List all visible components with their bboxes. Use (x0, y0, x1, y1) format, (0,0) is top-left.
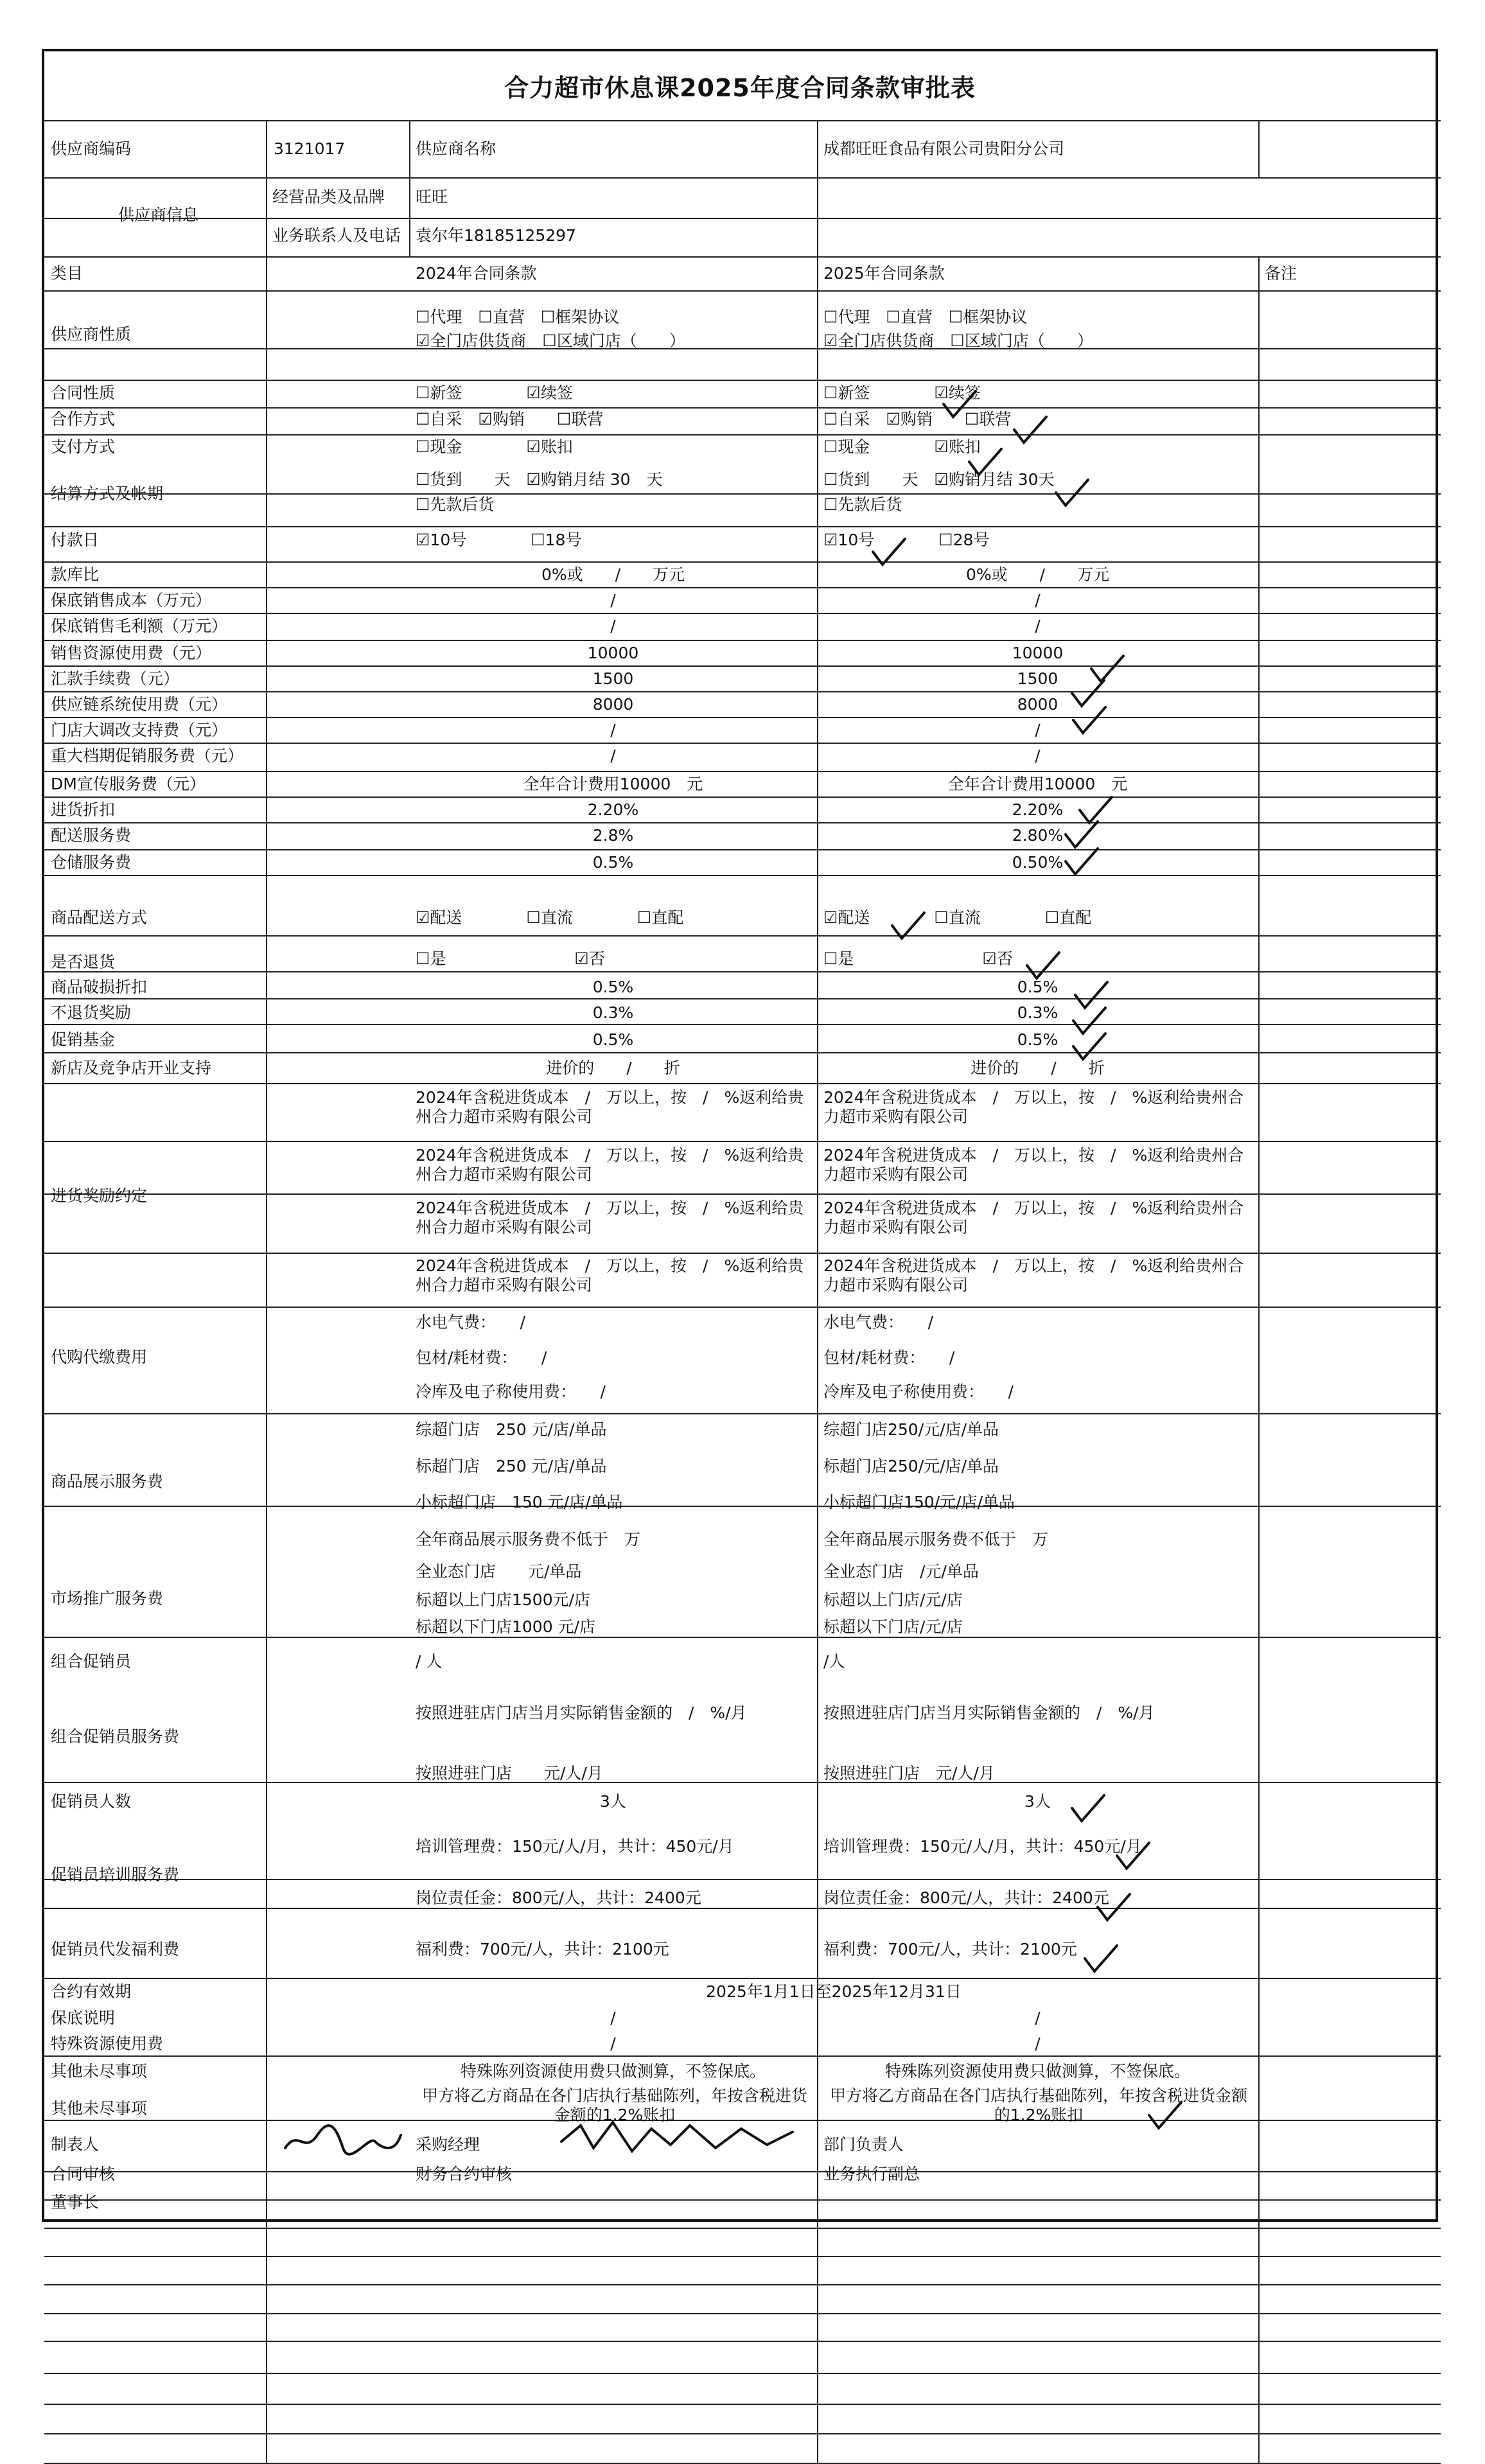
preparer-label: 制表人 (51, 2135, 100, 2154)
fee-row-label: 进货折扣 (51, 800, 116, 819)
supplier-nature-2025: ☐代理 ☐直营 ☐框架协议 (823, 308, 1028, 326)
check-mark (889, 910, 927, 942)
fee-row-2024: 1500 (592, 669, 634, 688)
fee-row-2025: / (1035, 746, 1041, 765)
rebate-2025: 2024年含税进货成本 / 万以上，按 / %返利给贵州合力超市采购有限公司 (823, 1088, 1244, 1126)
check-mark (1146, 2099, 1184, 2131)
rebate-2024: 2024年含税进货成本 / 万以上，按 / %返利给贵州合力超市采购有限公司 (416, 1199, 804, 1236)
vendor-code: 3121017 (274, 139, 346, 158)
vendor-code-label: 供应商编码 (51, 139, 132, 158)
cooperation-2024: ☐自采 ☑购销 ☐联营 (416, 410, 604, 428)
returns-2024: ☐是 ☑否 (416, 949, 605, 968)
marketing-fee-2025: 标超以下门店/元/店 (823, 1617, 963, 1636)
agency-fee-2025: 冷库及电子称使用费： / (823, 1382, 1014, 1401)
payment-method-2025: ☐现金 ☑账扣 (823, 437, 981, 456)
display-fee-2024: 小标超门店 150 元/店/单品 (416, 1493, 623, 1511)
marketing-fee-2024: 标超以下门店1000 元/店 (416, 1617, 595, 1636)
other-matters-label: 其他未尽事项 (51, 2099, 148, 2118)
row-rule (44, 2256, 1441, 2257)
row-rule (44, 526, 1441, 527)
fee-row-2025: / (1035, 591, 1041, 610)
row-rule (44, 1413, 1441, 1414)
row-rule (44, 2313, 1441, 2314)
marketing-fee-2024: 全业态门店 元/单品 (416, 1562, 582, 1581)
cooperation-label: 合作方式 (51, 410, 116, 428)
row-rule (44, 2171, 1441, 2172)
agency-fee-2025: 水电气费： / (823, 1313, 933, 1332)
pay-day-label: 付款日 (51, 531, 100, 549)
row-rule (44, 1637, 1441, 1638)
row-rule (44, 177, 1441, 179)
special-fee-label: 特殊资源使用费 (51, 2034, 164, 2053)
fee-row-label: 保底销售毛利额（万元） (51, 617, 228, 635)
fee-row-2024: 8000 (592, 695, 634, 714)
row-rule (44, 771, 1441, 772)
check-mark (1069, 1792, 1107, 1824)
vp-label: 业务执行副总 (823, 2165, 920, 2183)
col-note: 备注 (1265, 264, 1297, 283)
supplier-nature-2024: ☐代理 ☐直营 ☐框架协议 (416, 308, 620, 326)
fee-row-label: 配送服务费 (51, 826, 132, 845)
promoter-training-2024: 岗位责任金：800元/人，共计：2400元 (416, 1888, 701, 1907)
purchasing-signature (555, 2116, 799, 2161)
fee-row-2024: / (610, 617, 616, 635)
row-rule (44, 849, 1441, 850)
row-rule (44, 434, 1441, 436)
settlement-2024: ☐先款后货 (416, 495, 495, 514)
fee-row-2025: / (1035, 721, 1041, 739)
row-rule (44, 1307, 1441, 1308)
combo-promoter-fee-label: 组合促销员服务费 (51, 1727, 180, 1746)
check-mark (1114, 1840, 1152, 1872)
row-rule (44, 1141, 1441, 1142)
fee-row-2024: 10000 (587, 644, 639, 662)
marketing-fee-2025: 标超以上门店/元/店 (823, 1590, 963, 1609)
row-rule (44, 407, 1441, 409)
guarantee-note-2024: / (610, 2009, 616, 2027)
other-matters-2024: 特殊陈列资源使用费只做测算，不签保底。 (460, 2062, 766, 2081)
fee-row-2025: 进价的 / 折 (971, 1059, 1105, 1077)
row-rule (44, 1024, 1441, 1025)
fee-row-2025: 2.20% (1012, 800, 1064, 819)
promoter-training-2025: 培训管理费：150元/人/月，共计：450元/月 (823, 1837, 1142, 1856)
fee-row-2024: / (610, 746, 616, 765)
promoter-welfare-2024: 福利费：700元/人，共计：2100元 (416, 1940, 669, 1958)
row-rule (44, 1506, 1441, 1507)
other-matters-2025: 特殊陈列资源使用费只做测算，不签保底。 (884, 2062, 1190, 2081)
row-rule (44, 875, 1441, 876)
fee-row-2025: 1500 (1017, 669, 1059, 688)
row-rule (44, 2055, 1441, 2057)
promoter-training-2025: 岗位责任金：800元/人，共计：2400元 (823, 1888, 1109, 1907)
fee-row-2024: 0.5% (592, 853, 634, 872)
delivery-label: 商品配送方式 (51, 908, 148, 927)
supplier-nature-label: 供应商性质 (51, 325, 132, 344)
payment-method-2024: ☐现金 ☑账扣 (416, 437, 573, 456)
supplier-nature-2025: ☑全门店供货商 ☐区域门店（ ） (823, 331, 1093, 350)
contract-nature-2025: ☐新签 ☑续签 (823, 383, 981, 402)
agency-fee-2024: 包材/耗材费： / (416, 1348, 547, 1367)
row-rule (44, 348, 1441, 349)
marketing-fee-label: 市场推广服务费 (51, 1589, 164, 1608)
fee-row-label: 重大档期促销服务费（元） (51, 746, 244, 765)
promoter-training-label: 促销员培训服务费 (51, 1865, 180, 1884)
col-2025: 2025年合同条款 (823, 264, 945, 283)
row-rule (44, 2199, 1441, 2201)
purchasing-manager-label: 采购经理 (416, 2135, 480, 2154)
fee-row-label: 促销基金 (51, 1030, 116, 1049)
fee-row-2025: / (1035, 617, 1041, 635)
row-rule (44, 256, 1441, 258)
fee-row-label: 销售资源使用费（元） (51, 644, 212, 662)
row-rule (44, 120, 1441, 121)
other-matters-2025: 甲方将乙方商品在各门店执行基础陈列，年按含税进货金额的1.2%账扣 (829, 2086, 1247, 2124)
row-rule (44, 587, 1441, 588)
promoter-welfare-label: 促销员代发福利费 (51, 1940, 180, 1958)
row-rule (44, 2373, 1441, 2374)
combo-promoter-fee-2025: 按照进驻店门店当月实际销售金额的 / %/月 (823, 1703, 1155, 1722)
settlement-label: 结算方式及帐期 (51, 484, 164, 503)
fee-row-label: 不退货奖励 (51, 1003, 132, 1022)
check-mark (870, 536, 908, 568)
fee-row-label: 商品破损折扣 (51, 978, 148, 996)
row-rule (44, 1083, 1441, 1084)
row-rule (44, 2228, 1441, 2229)
agency-fees-label: 代购代缴费用 (51, 1348, 148, 1366)
display-fee-2025: 全年商品展示服务费不低于 万 (823, 1530, 1049, 1549)
fee-row-label: 仓储服务费 (51, 853, 132, 872)
row-rule (44, 613, 1441, 614)
promoter-welfare-2025: 福利费：700元/人，共计：2100元 (823, 1940, 1077, 1958)
promoter-count-label: 促销员人数 (51, 1792, 132, 1811)
fee-row-2025: 0.5% (1017, 1030, 1059, 1049)
col-rule (1258, 256, 1260, 2463)
display-fee-label: 商品展示服务费 (51, 1472, 164, 1491)
inventory-ratio-label: 款库比 (51, 565, 100, 584)
row-rule (44, 1253, 1441, 1254)
settlement-2025: ☐先款后货 (823, 495, 902, 514)
check-mark (1053, 477, 1091, 509)
finance-review-label: 财务合约审核 (416, 2165, 513, 2183)
display-fee-2024: 综超门店 250 元/店/单品 (416, 1420, 607, 1439)
row-rule (44, 998, 1441, 999)
fee-row-2024: 0.3% (592, 1003, 634, 1022)
guarantee-note-label: 保底说明 (51, 2009, 116, 2027)
pay-day-2025: ☑10号 ☐28号 (823, 531, 990, 549)
row-rule (44, 2433, 1441, 2434)
row-rule (44, 1908, 1441, 1909)
pay-day-2024: ☑10号 ☐18号 (416, 531, 582, 549)
row-rule (44, 561, 1441, 563)
fee-row-label: 新店及竞争店开业支持 (51, 1059, 212, 1077)
dept-head-label: 部门负责人 (823, 2135, 904, 2154)
display-fee-2025: 综超门店250/元/店/单品 (823, 1420, 999, 1439)
row-rule (44, 665, 1441, 667)
special-fee-2024: / (610, 2034, 616, 2053)
form-title: 合力超市休息课2025年度合同条款审批表 (504, 74, 976, 102)
contract-review-label: 合同审核 (51, 2165, 116, 2183)
check-mark (966, 446, 1005, 478)
promoter-count-2024: 3人 (600, 1792, 626, 1811)
row-rule (44, 1193, 1441, 1195)
row-rule (44, 822, 1441, 823)
inventory-ratio-2025: 0%或 / 万元 (965, 565, 1110, 584)
row-rule (44, 743, 1441, 744)
fee-row-2024: 0.5% (592, 1030, 634, 1049)
col-rule (409, 177, 410, 256)
fee-row-2024: 进价的 / 折 (546, 1059, 680, 1077)
row-rule (44, 1782, 1441, 1783)
check-mark (1094, 1891, 1133, 1923)
row-rule (44, 290, 1441, 292)
validity-value: 2025年1月1日至2025年12月31日 (706, 1982, 962, 2001)
combo-promoter-label: 组合促销员 (51, 1652, 132, 1671)
display-fee-2025: 小标超门店150/元/店/单品 (823, 1493, 1015, 1511)
delivery-2024: ☑配送 ☐直流 ☐直配 (416, 908, 684, 927)
rebate-2024: 2024年含税进货成本 / 万以上，按 / %返利给贵州合力超市采购有限公司 (416, 1146, 804, 1184)
preparer-signature (279, 2122, 407, 2161)
row-rule (44, 640, 1441, 641)
row-rule (44, 493, 1441, 495)
check-mark (1070, 1030, 1109, 1062)
fee-row-2025: 8000 (1017, 695, 1059, 714)
row-rule (44, 1978, 1441, 1979)
agency-fee-2025: 包材/耗材费： / (823, 1348, 955, 1367)
promoter-training-2024: 培训管理费：150元/人/月，共计：450元/月 (416, 1837, 734, 1856)
fee-row-2024: 0.5% (592, 978, 634, 996)
supplier-nature-2024: ☑全门店供货商 ☐区域门店（ ） (416, 331, 685, 350)
agency-fee-2024: 水电气费： / (416, 1313, 525, 1332)
combo-promoter-2025: /人 (823, 1652, 845, 1671)
col-rule (817, 2055, 818, 2463)
fee-row-label: 保底销售成本（万元） (51, 591, 212, 610)
contact-label: 业务联系人及电话 (272, 226, 401, 245)
vendor-name: 成都旺旺食品有限公司贵阳分公司 (823, 139, 1065, 158)
promoter-count-2025: 3人 (1024, 1792, 1051, 1811)
settlement-2025: ☐货到 天 ☑购销月结 30天 (823, 470, 1055, 489)
payment-method-label: 支付方式 (51, 437, 116, 456)
category-brand: 旺旺 (416, 188, 448, 206)
check-mark (1024, 949, 1062, 981)
display-fee-2024: 全年商品展示服务费不低于 万 (416, 1530, 641, 1549)
row-rule (44, 380, 1441, 381)
validity-label: 合约有效期 (51, 1982, 132, 2001)
fee-row-label: DM宣传服务费（元） (51, 775, 206, 793)
approval-form (42, 49, 1438, 2222)
rebate-2024: 2024年含税进货成本 / 万以上，按 / %返利给贵州合力超市采购有限公司 (416, 1256, 804, 1294)
marketing-fee-2024: 标超以上门店1500元/店 (416, 1590, 591, 1609)
check-mark (1070, 704, 1109, 736)
combo-promoter-fee-2024: 按照进驻门店 元/人/月 (416, 1764, 603, 1782)
cooperation-2025: ☐自采 ☑购销 ☐联营 (823, 410, 1012, 428)
check-mark (940, 388, 979, 420)
contact: 袁尔年18185125297 (416, 226, 576, 245)
display-fee-2024: 标超门店 250 元/店/单品 (416, 1457, 607, 1475)
row-rule (44, 717, 1441, 718)
combo-promoter-2024: / 人 (416, 1652, 443, 1671)
fee-row-2025: 0.50% (1012, 853, 1064, 872)
fee-row-label: 汇款手续费（元） (51, 669, 180, 688)
row-rule (44, 1879, 1441, 1880)
fee-row-2025: 0.3% (1017, 1003, 1059, 1022)
display-fee-2025: 标超门店250/元/店/单品 (823, 1457, 999, 1475)
fee-row-2025: 10000 (1012, 644, 1064, 662)
marketing-fee-2025: 全业态门店 /元/单品 (823, 1562, 979, 1581)
rebate-2024: 2024年含税进货成本 / 万以上，按 / %返利给贵州合力超市采购有限公司 (416, 1088, 804, 1126)
fee-row-2025: 全年合计费用10000 元 (947, 775, 1128, 793)
col-rule (409, 120, 410, 177)
col-rule (266, 120, 267, 2463)
returns-label: 是否退货 (51, 953, 116, 971)
purchase-rebate-label: 进货奖励约定 (51, 1186, 148, 1205)
rebate-2025: 2024年含税进货成本 / 万以上，按 / %返利给贵州合力超市采购有限公司 (823, 1146, 1244, 1184)
row-rule (44, 796, 1441, 798)
fee-row-2024: 2.20% (587, 800, 639, 819)
inventory-ratio-2024: 0%或 / 万元 (541, 565, 685, 584)
row-rule (44, 1052, 1441, 1053)
fee-row-2024: 2.8% (592, 826, 634, 845)
agency-fee-2024: 冷库及电子称使用费： / (416, 1382, 606, 1401)
returns-2025: ☐是 ☑否 (823, 949, 1013, 968)
row-rule (44, 2284, 1441, 2285)
fee-row-2025: 2.80% (1012, 826, 1064, 845)
contract-nature-2024: ☐新签 ☑续签 (416, 383, 573, 402)
combo-promoter-fee-2024: 按照进驻店门店当月实际销售金额的 / %/月 (416, 1703, 747, 1722)
row-rule (266, 218, 1258, 219)
rebate-2025: 2024年含税进货成本 / 万以上，按 / %返利给贵州合力超市采购有限公司 (823, 1199, 1244, 1236)
delivery-2025: ☑配送 ☐直流 ☐直配 (823, 908, 1092, 927)
col-rule (1258, 120, 1260, 177)
fee-row-label: 门店大调改支持费（元） (51, 721, 228, 739)
row-rule (44, 971, 1441, 972)
vendor-name-label: 供应商名称 (416, 139, 496, 158)
row-rule (44, 691, 1441, 692)
check-mark (1082, 1942, 1120, 1975)
settlement-2024: ☐货到 天 ☑购销月结 30 天 (416, 470, 663, 489)
special-fee-2025: / (1035, 2034, 1041, 2053)
check-mark (1011, 414, 1050, 446)
rebate-2025: 2024年含税进货成本 / 万以上，按 / %返利给贵州合力超市采购有限公司 (823, 1256, 1244, 1294)
col-item: 类目 (51, 264, 83, 283)
col-2024: 2024年合同条款 (416, 264, 537, 283)
category-brand-label: 经营品类及品牌 (272, 188, 385, 206)
contract-nature-label: 合同性质 (51, 383, 116, 402)
fee-row-2024: / (610, 721, 616, 739)
combo-promoter-fee-2025: 按照进驻门店 元/人/月 (823, 1764, 995, 1782)
fee-row-2024: / (610, 591, 616, 610)
fee-row-2025: 0.5% (1017, 978, 1059, 996)
fee-row-2024: 全年合计费用10000 元 (523, 775, 703, 793)
chairman-label: 董事长 (51, 2193, 100, 2212)
guarantee-note-2025: / (1035, 2009, 1041, 2027)
fee-row-label: 供应链系统使用费（元） (51, 695, 228, 714)
row-rule (44, 2341, 1441, 2342)
check-mark (1062, 845, 1101, 877)
row-rule (44, 935, 1441, 937)
other-matters-2024: 甲方将乙方商品在各门店执行基础陈列，年按含税进货金额的1.2%账扣 (421, 2086, 807, 2124)
other-matters-label: 其他未尽事项 (51, 2062, 148, 2081)
row-rule (44, 2404, 1441, 2405)
vendor-info-label: 供应商信息 (118, 206, 199, 224)
